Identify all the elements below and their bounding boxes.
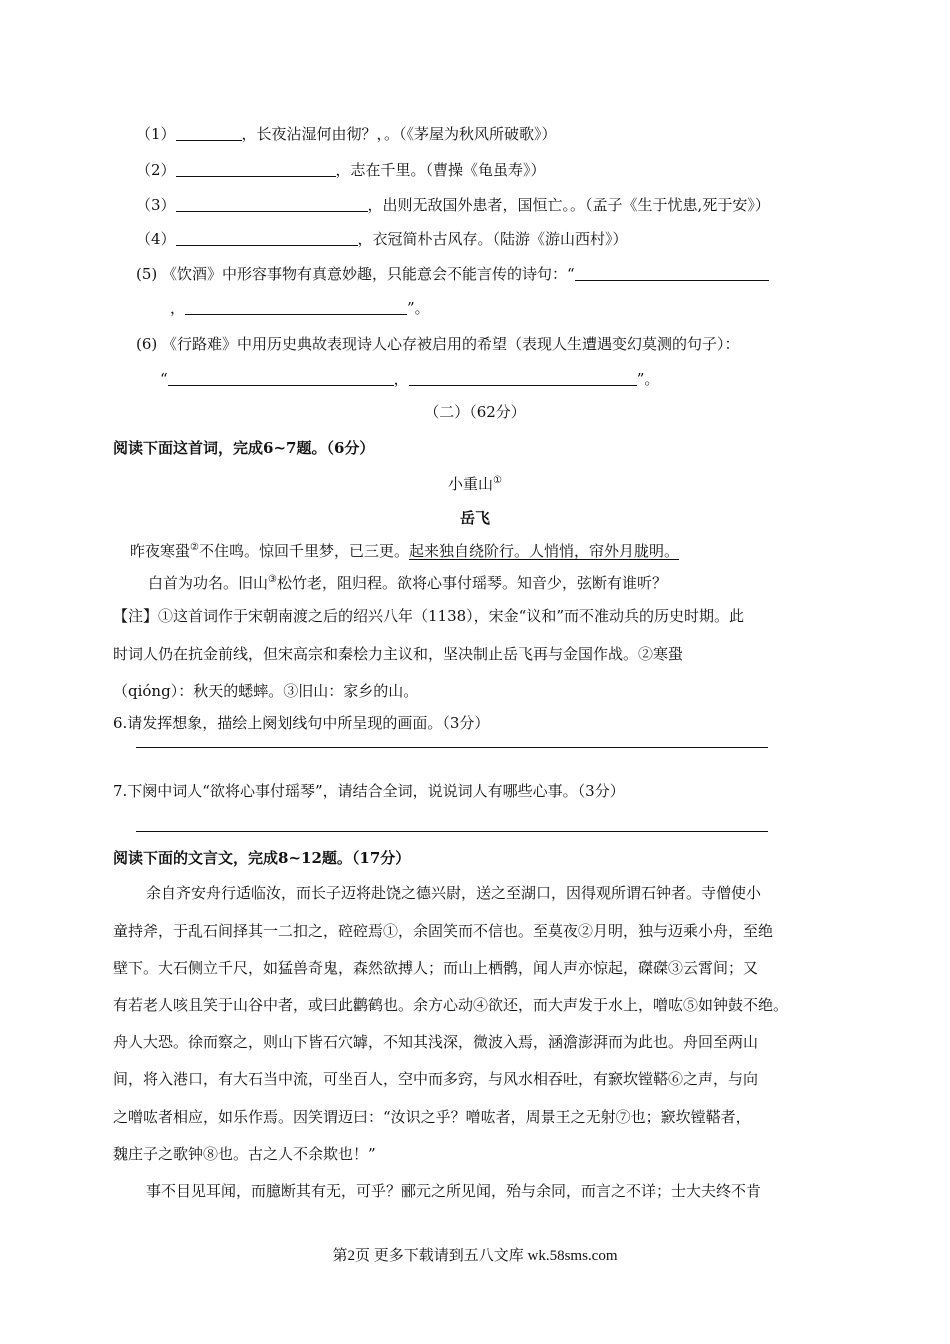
answer-blank[interactable] <box>176 230 358 246</box>
blank-question-6-line2 <box>160 369 659 389</box>
answer-line-q7[interactable] <box>136 831 768 832</box>
prose-line: 余自齐安舟行适临汝，而长子迈将赴饶之德兴尉，送之至湖口，因得观所谓石钟者。寺僧使小 <box>146 884 762 902</box>
poem-instructions: 阅读下面这首词，完成6~7题。（6分） <box>113 439 375 457</box>
question-text: 《行路难》中用历史典故表现诗人心存被启用的希望（表现人生遭遇变幻莫测的句子）： <box>162 335 740 353</box>
poem-stanza-2 <box>148 573 667 593</box>
answer-blank[interactable] <box>168 370 394 386</box>
footnote-marker: ② <box>190 542 199 553</box>
question-text: 《饮酒》中形容事物有真意妙趣，只能意会不能言传的诗句：“ <box>162 265 575 283</box>
annotation-line-1: 【注】①这首词作于宋朝南渡之后的绍兴八年（1138），宋金“议和”而不准动兵的历史时期。此 <box>113 607 745 625</box>
poem-text: 不住鸣。惊回千里梦，已三更。 <box>198 542 409 560</box>
answer-blank[interactable] <box>575 265 769 281</box>
poem-title <box>0 474 950 494</box>
prose-instructions: 阅读下面的文言文，完成8~12题。（17分） <box>113 849 411 867</box>
section-heading: （二）（62分） <box>424 403 526 421</box>
prose-line: 事不目见耳闻，而臆断其有无，可乎？郦元之所见闻，殆与余同，而言之不详；士大夫终不肯 <box>146 1182 762 1200</box>
question-number: (5) <box>136 265 158 283</box>
question-text: ，志在千里。（曹操《龟虽寿》） <box>335 161 546 179</box>
punctuation: “ <box>160 370 168 388</box>
poem-text: 白首为功名。旧山 <box>148 574 269 592</box>
annotation-line-3: （qióng）：秋天的蟋蟀。③旧山：家乡的山。 <box>113 682 419 700</box>
punctuation: ， <box>170 299 186 317</box>
question-number: （4） <box>136 230 176 248</box>
prose-line: 舟人大恐。徐而察之，则山下皆石穴罅，不知其浅深，微波入焉，涵澹澎湃而为此也。舟回至两山 <box>113 1033 759 1051</box>
answer-blank[interactable] <box>185 299 407 315</box>
answer-blank[interactable] <box>176 161 336 177</box>
prose-line: 之噌吰者相应，如乐作焉。因笑谓迈曰：“汝识之乎？噌吰者，周景王之无射⑦也；窾坎镗鞳者， <box>113 1108 751 1126</box>
question-text: ，衣冠简朴古风存。（陆游《游山西村》） <box>357 230 628 248</box>
answer-blank[interactable] <box>176 196 368 212</box>
prose-line: 有若老人咳且笑于山谷中者，或曰此鹳鹤也。余方心动④欲还，而大声发于水上，噌吰⑤如钟鼓不绝。 <box>113 996 789 1014</box>
question-number: （2） <box>136 161 176 179</box>
punctuation: ”。 <box>407 299 430 317</box>
question-6: 6.请发挥想象，描绘上阕划线句中所呈现的画面。（3分） <box>113 714 490 732</box>
prose-line: 间，将入港口，有大石当中流，可坐百人，空中而多窍，与风水相吞吐，有窾坎镗鞳⑥之声，与向 <box>113 1070 759 1088</box>
question-text: ，出则无敌国外患者，国恒亡。。（孟子《生于忧患,死于安》） <box>367 196 770 214</box>
footnote-marker: ① <box>493 475 502 486</box>
question-number: （3） <box>136 196 176 214</box>
question-number: （1） <box>136 125 176 143</box>
blank-question-5-line2 <box>170 298 430 318</box>
punctuation: ”。 <box>636 370 660 388</box>
question-7: 7.下阕中词人“欲将心事付瑶琴”，请结合全词，说说词人有哪些心事。（3分） <box>113 782 625 800</box>
answer-blank[interactable] <box>176 125 242 141</box>
blank-question-5 <box>136 264 769 284</box>
question-number: (6) <box>136 335 158 353</box>
prose-line: 壁下。大石侧立千尺，如猛兽奇鬼，森然欲搏人；而山上栖鹘，闻人声亦惊起，磔磔③云霄间；又 <box>113 959 759 977</box>
poem-text: 松竹老，阻归程。欲将心事付瑶琴。知音少，弦断有谁听？ <box>276 574 667 592</box>
question-text: ，长夜沾湿何由彻？，。（《茅屋为秋风所破歌》） <box>241 125 557 143</box>
poem-author: 岳飞 <box>459 509 490 527</box>
underlined-lines: 起来独自绕阶行。人悄悄，帘外月胧明。 <box>409 542 680 560</box>
poem-stanza-1 <box>130 541 679 561</box>
poem-title-text: 小重山 <box>448 475 494 493</box>
page-footer: 第2页 更多下载请到五八文库 wk.58sms.com <box>332 1248 618 1264</box>
answer-line-q6[interactable] <box>136 747 768 748</box>
annotation-line-2: 时词人仍在抗金前线，但宋高宗和秦桧力主议和，坚决制止岳飞再与金国作战。②寒蛩 <box>113 645 684 663</box>
prose-line: 童持斧，于乱石间择其一二扣之，硿硿焉①，余固笑而不信也。至莫夜②月明，独与迈乘小舟，至绝 <box>113 922 774 940</box>
answer-blank[interactable] <box>409 370 637 386</box>
blank-question-1 <box>136 124 557 144</box>
blank-question-6 <box>136 334 740 354</box>
blank-question-3 <box>136 195 770 215</box>
punctuation: ， <box>393 370 409 388</box>
blank-question-4 <box>136 229 628 249</box>
blank-question-2 <box>136 160 546 180</box>
footnote-marker: ③ <box>268 574 277 585</box>
poem-text: 昨夜寒蛩 <box>130 542 191 560</box>
prose-line: 魏庄子之歌钟⑧也。古之人不余欺也！” <box>113 1145 376 1163</box>
